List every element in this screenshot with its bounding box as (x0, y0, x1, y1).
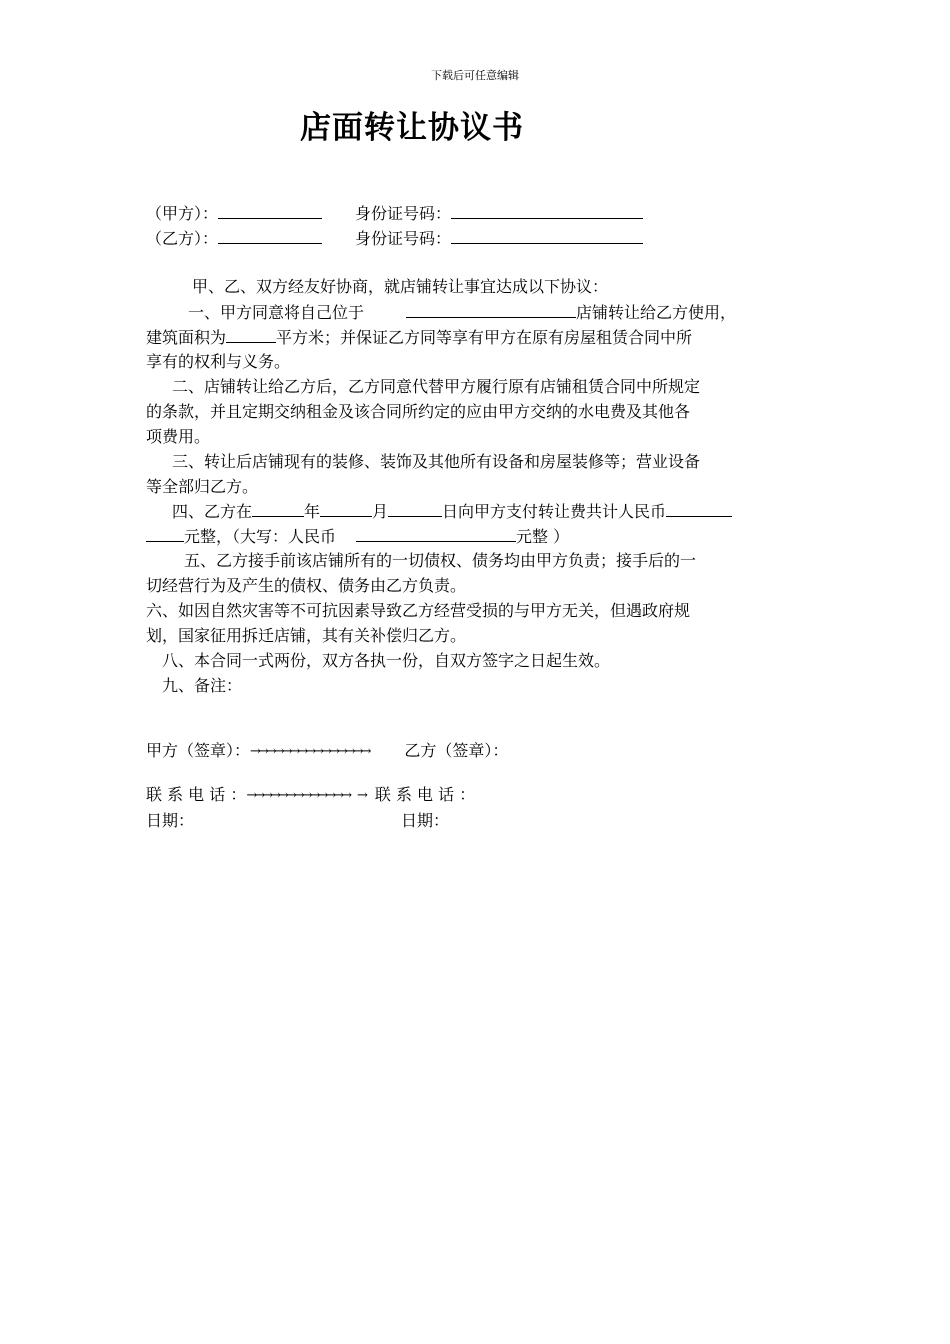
phone-row (146, 785, 475, 806)
party-a-id-label: 身份证号码： (355, 204, 452, 223)
party-a-date-label: 日期： (146, 811, 195, 830)
clause-6-line-1: 六、如因自然灾害等不可抗因素导致乙方经营受损的与甲方无关，但遇政府规 (146, 601, 691, 620)
shop-location-blank (406, 302, 576, 318)
clause-4-line-1: 四、乙方在 年 月 日向甲方支付转让费共计人民币 (172, 501, 732, 522)
intro-text: 甲、乙、双方经友好协商，就店铺转让事宜达成以下协议： (192, 277, 609, 296)
party-a-name-blank (218, 203, 322, 219)
party-a-id-blank (451, 203, 643, 219)
party-a-sign-label: 甲方（签章）： (146, 741, 251, 760)
party-b-phone-label: 联 系 电 话 ： (374, 785, 476, 804)
party-b-sign-label: 乙方（签章）： (404, 741, 509, 760)
clause-1-line-3: 享有的权利与义务。 (146, 352, 291, 371)
fee-blank (666, 501, 732, 517)
party-b-id-label: 身份证号码： (355, 229, 452, 248)
clause-5-line-2: 切经营行为及产生的债权、债务由乙方负责。 (146, 576, 467, 595)
clause-1-line-1: 一、甲方同意将自己位于 店铺转让给乙方使用， (188, 303, 737, 322)
arrow-run-1: →→→→→→→→→→→→→→→ (250, 743, 369, 759)
clause-4-line-2: 元整，（大写：人民币 元整 ） (146, 526, 569, 547)
arrow-run-2: →→→→→→→→→→→→→ (246, 787, 349, 803)
header-note: 下载后可任意编辑 (431, 69, 519, 82)
clause-2-line-3: 项费用。 (146, 427, 211, 446)
party-b-date-label: 日期： (401, 811, 450, 830)
clause-5-line-1: 五、乙方接手前该店铺所有的一切债权、债务均由甲方负责；接手后的一 (184, 551, 697, 570)
signature-row (146, 741, 508, 762)
party-b-row (146, 228, 643, 249)
fee-capital-blank (356, 526, 516, 542)
clause-3-line-2: 等全部归乙方。 (146, 477, 259, 496)
party-b-label: （乙方）： (146, 229, 219, 248)
area-blank (226, 327, 276, 343)
day-blank (388, 501, 442, 517)
party-a-label: （甲方）： (146, 204, 219, 223)
arrow-single: → (356, 787, 365, 803)
clause-1-line-2: 建筑面积为 平方米；并保证乙方同等享有甲方在原有房屋租赁合同中所 (146, 328, 693, 347)
clause-3-line-1: 三、转让后店铺现有的装修、装饰及其他所有设备和房屋装修等；营业设备 (172, 452, 701, 471)
clause-8: 八、本合同一式两份，双方各执一份，自双方签字之日起生效。 (162, 651, 611, 670)
clause-2-line-1: 二、店铺转让给乙方后，乙方同意代替甲方履行原有店铺租赁合同中所规定 (172, 377, 701, 396)
fee-blank-continued (146, 526, 184, 542)
clause-2-line-2: 的条款，并且定期交纳租金及该合同所约定的应由甲方交纳的水电费及其他各 (146, 402, 691, 421)
month-blank (320, 501, 372, 517)
party-a-phone-label: 联 系 电 话 ： (146, 785, 247, 804)
clause-9-remarks: 九、备注： (162, 676, 243, 695)
party-a-row (146, 203, 643, 224)
party-b-name-blank (218, 228, 322, 244)
party-b-id-blank (451, 228, 643, 244)
year-blank (252, 501, 304, 517)
clause-6-line-2: 划，国家征用拆迁店铺，其有关补偿归乙方。 (146, 626, 467, 645)
document-title: 店面转让协议书 (300, 110, 524, 146)
